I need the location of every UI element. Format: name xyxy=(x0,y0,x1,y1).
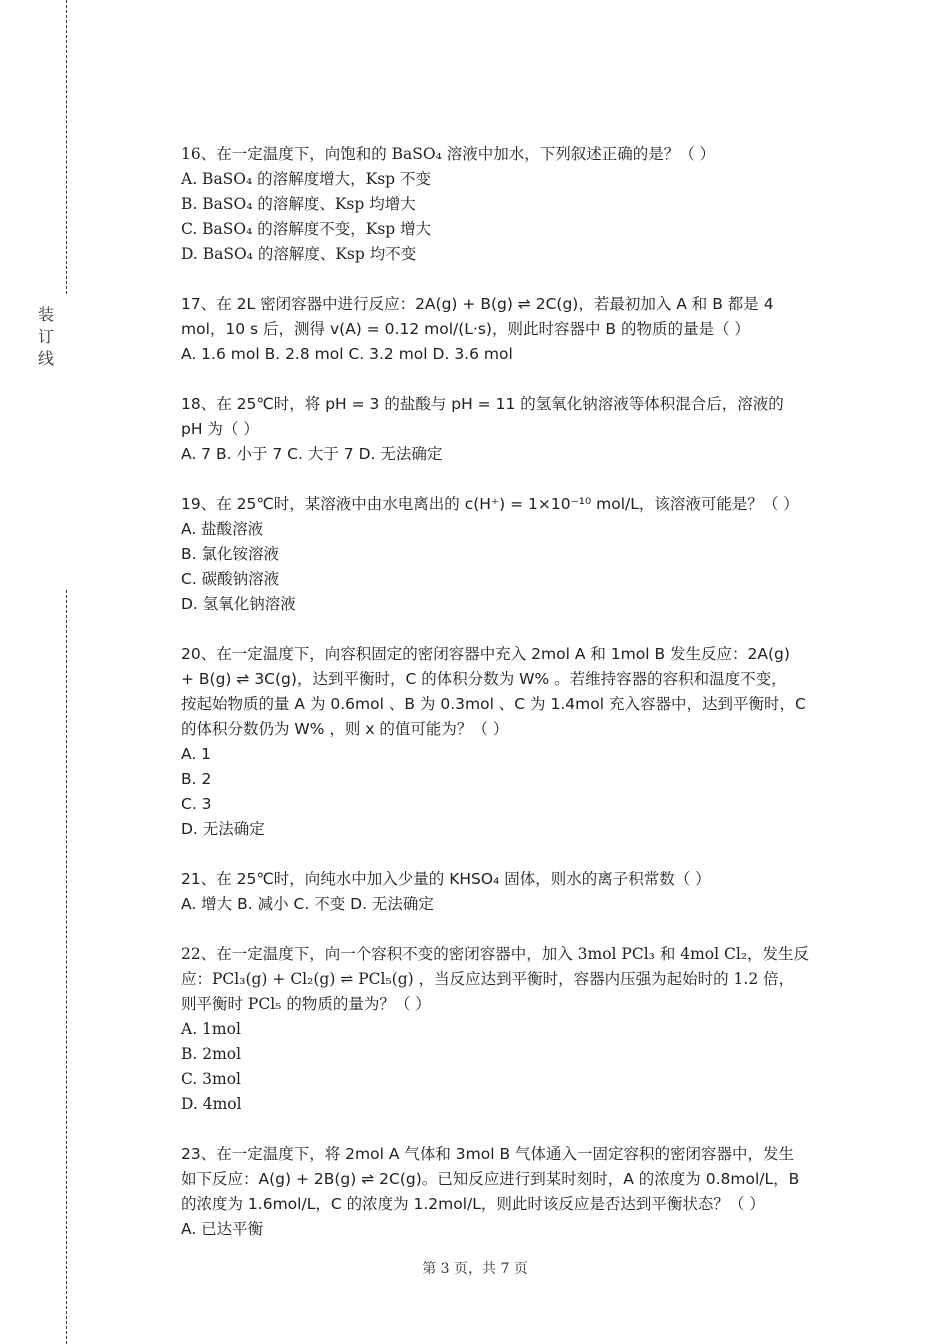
question-stem-line: 21、在 25℃时，向纯水中加入少量的 KHSO₄ 固体，则水的离子积常数（ ） xyxy=(181,870,711,888)
question-q18 xyxy=(181,392,846,467)
question-stem-line: 20、在一定温度下，向容积固定的密闭容器中充入 2mol A 和 1mol B 发生反应：2A(g) xyxy=(181,645,790,663)
question-q19 xyxy=(181,492,846,617)
question-spacer xyxy=(181,267,846,292)
question-spacer xyxy=(181,842,846,867)
question-stem-line: 23、在一定温度下，将 2mol A 气体和 3mol B 气体通入一固定容积的密闭容器中，发生 xyxy=(181,1145,795,1163)
answer-option: C. 碳酸钠溶液 xyxy=(181,570,280,588)
question-stem-line: pH 为（ ） xyxy=(181,420,259,438)
binding-label-char: 订 xyxy=(37,327,54,346)
answer-option: C. 3mol xyxy=(181,1070,242,1088)
answer-option: A. BaSO₄ 的溶解度增大，Ksp 不变 xyxy=(181,170,432,188)
page-footer: 第 3 页，共 7 页 xyxy=(422,1261,528,1277)
answer-option: C. BaSO₄ 的溶解度不变，Ksp 增大 xyxy=(181,220,432,238)
question-stem-line: 17、在 2L 密闭容器中进行反应：2A(g) + B(g) ⇌ 2C(g)，若最初加入 A 和 B 都是 4 xyxy=(181,295,774,313)
question-q17 xyxy=(181,292,846,367)
answer-option: A. 1.6 mol B. 2.8 mol C. 3.2 mol D. 3.6 mol xyxy=(181,345,513,363)
binding-label-char: 线 xyxy=(37,349,54,368)
question-stem-line: 的体积分数仍为 W% ，则 x 的值可能为？（ ） xyxy=(181,720,509,738)
binding-label xyxy=(36,304,56,370)
answer-option: B. BaSO₄ 的溶解度、Ksp 均增大 xyxy=(181,195,416,213)
answer-option: A. 盐酸溶液 xyxy=(181,520,264,538)
question-q16 xyxy=(181,142,846,267)
binding-dashed-line-bottom xyxy=(66,590,67,1344)
question-stem-line: 如下反应：A(g) + 2B(g) ⇌ 2C(g)。已知反应进行到某时刻时，A 的浓度为 0.8mol/L，B xyxy=(181,1170,800,1188)
answer-option: D. 氢氧化钠溶液 xyxy=(181,595,296,613)
question-stem-line: 应：PCl₃(g) + Cl₂(g) ⇌ PCl₅(g) ，当反应达到平衡时，容器内压强为起始时的 1.2 倍， xyxy=(181,970,795,988)
question-spacer xyxy=(181,917,846,942)
answer-option: D. BaSO₄ 的溶解度、Ksp 均不变 xyxy=(181,245,417,263)
answer-option: B. 2 xyxy=(181,770,212,788)
answer-option: A. 增大 B. 减小 C. 不变 D. 无法确定 xyxy=(181,895,434,913)
question-list xyxy=(181,142,846,1242)
question-stem-line: 19、在 25℃时，某溶液中由水电离出的 c(H⁺) = 1×10⁻¹⁰ mol/L，该溶液可能是？（ ） xyxy=(181,495,799,513)
answer-option: A. 1mol xyxy=(181,1020,241,1038)
answer-option: B. 氯化铵溶液 xyxy=(181,545,279,563)
question-stem-line: mol，10 s 后，测得 v(A) = 0.12 mol/(L·s)，则此时容器中 B 的物质的量是（ ） xyxy=(181,320,750,338)
answer-option: A. 已达平衡 xyxy=(181,1220,264,1238)
question-stem-line: 16、在一定温度下，向饱和的 BaSO₄ 溶液中加水，下列叙述正确的是？（ ） xyxy=(181,145,716,163)
answer-option: D. 无法确定 xyxy=(181,820,265,838)
question-spacer xyxy=(181,367,846,392)
question-stem-line: 18、在 25℃时，将 pH = 3 的盐酸与 pH = 11 的氢氧化钠溶液等体积混合后，溶液的 xyxy=(181,395,784,413)
question-q23 xyxy=(181,1142,846,1242)
question-spacer xyxy=(181,617,846,642)
answer-option: A. 1 xyxy=(181,745,212,763)
answer-option: A. 7 B. 小于 7 C. 大于 7 D. 无法确定 xyxy=(181,445,443,463)
question-spacer xyxy=(181,467,846,492)
question-spacer xyxy=(181,1117,846,1142)
question-q21 xyxy=(181,867,846,917)
question-stem-line: 则平衡时 PCl₅ 的物质的量为？（ ） xyxy=(181,995,431,1013)
question-stem-line: + B(g) ⇌ 3C(g)，达到平衡时，C 的体积分数为 W% 。若维持容器的容积和温度不变， xyxy=(181,670,787,688)
question-stem-line: 的浓度为 1.6mol/L，C 的浓度为 1.2mol/L，则此时该反应是否达到平衡状态？（ ） xyxy=(181,1195,765,1213)
answer-option: B. 2mol xyxy=(181,1045,242,1063)
answer-option: C. 3 xyxy=(181,795,212,813)
question-q20 xyxy=(181,642,846,842)
question-stem-line: 按起始物质的量 A 为 0.6mol 、B 为 0.3mol 、C 为 1.4mol 充入容器中，达到平衡时，C xyxy=(181,695,806,713)
binding-label-char: 装 xyxy=(37,305,54,324)
binding-dashed-line-top xyxy=(66,0,67,294)
question-stem-line: 22、在一定温度下，向一个容积不变的密闭容器中，加入 3mol PCl₃ 和 4mol Cl₂，发生反 xyxy=(181,945,810,963)
question-q22 xyxy=(181,942,846,1117)
answer-option: D. 4mol xyxy=(181,1095,242,1113)
